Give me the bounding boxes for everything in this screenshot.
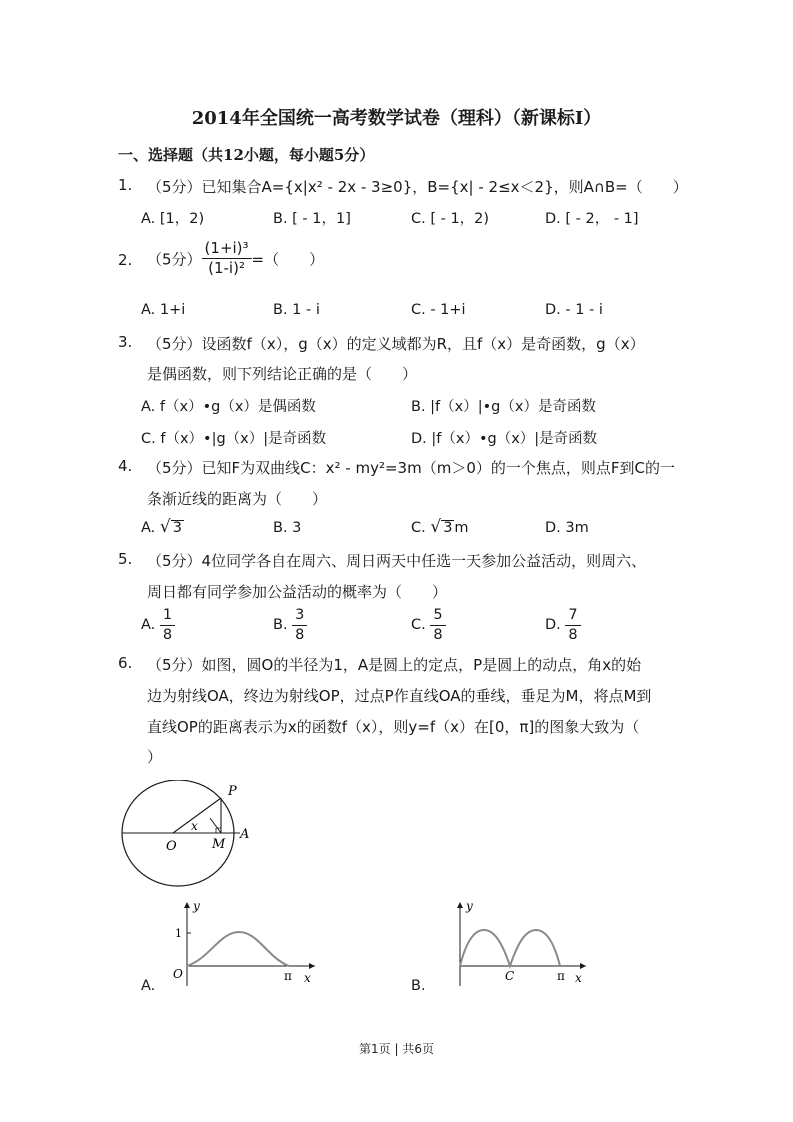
unit-circle-figure <box>118 780 268 892</box>
fraction-numerator: (1+i)³ <box>202 240 252 259</box>
option-c: C. [ - 1，2) <box>411 211 490 227</box>
option-label: A. <box>141 520 156 536</box>
question-number: 1. <box>118 176 133 194</box>
section-heading: 一、选择题（共12小题，每小题5分） <box>118 146 375 164</box>
question-text: =（ ） <box>251 250 325 269</box>
option-label: D. <box>545 617 561 634</box>
option-b: B. 3 <box>273 520 302 536</box>
option-b: B. [ - 1，1] <box>273 211 351 227</box>
question-number: 5. <box>118 550 133 568</box>
x-label: x <box>304 971 311 985</box>
question-text-line: 直线OP的距离表示为x的函数f（x），则y=f（x）在[0，π]的图象大致为（ <box>147 718 640 736</box>
fraction-denominator: 8 <box>162 626 173 643</box>
question-text: 已知F为双曲线C：x² - my²=3m（m＞0）的一个焦点，则点F到C的一 <box>201 459 675 477</box>
option-b <box>273 607 307 643</box>
question-text: 已知集合A={x|x² - 2x - 3≥0}，B={x| - 2≤x＜2}，则A∩B=（ ） <box>201 178 688 196</box>
radicand: 3 <box>443 520 453 536</box>
graph-b-label: B. <box>411 978 426 994</box>
option-d: D. 3m <box>545 520 589 536</box>
option-d: D. [ - 2， - 1] <box>545 211 639 227</box>
option-b: B. 1 - i <box>273 302 320 318</box>
pi-label: π <box>557 969 565 983</box>
page-footer: 第1页 | 共6页 <box>359 1042 434 1056</box>
y-label: y <box>466 899 473 913</box>
option-c: C. f（x）•|g（x）|是奇函数 <box>141 431 327 447</box>
question-text-line: ） <box>147 748 163 766</box>
x-label: x <box>575 971 582 985</box>
question-text: 4位同学各自在周六、周日两天中任选一天参加公益活动，则周六、 <box>201 552 647 570</box>
option-fraction <box>430 607 445 643</box>
fraction-numerator: 3 <box>292 607 307 626</box>
pi-label: π <box>284 969 292 983</box>
question-text-line: 是偶函数，则下列结论正确的是（ ） <box>147 365 418 383</box>
option-d <box>545 607 581 643</box>
graph-option-b <box>438 898 598 990</box>
label-x: x <box>191 819 198 833</box>
question-score: （5分） <box>147 178 202 196</box>
question-score: （5分） <box>147 459 202 477</box>
option-a: A. [1，2) <box>141 211 205 227</box>
tick-label-1: 1 <box>175 927 182 940</box>
question-score: （5分） <box>147 250 202 269</box>
option-c: C. - 1+i <box>411 302 466 318</box>
graph-a-label: A. <box>141 978 156 994</box>
radicand: 3 <box>172 520 182 536</box>
option-c <box>411 517 469 537</box>
option-d: D. - 1 - i <box>545 302 603 318</box>
option-c <box>411 607 446 643</box>
option-a <box>141 607 175 643</box>
question-number: 6. <box>118 654 133 672</box>
label-p: P <box>228 784 237 799</box>
fraction-numerator: 5 <box>430 607 445 626</box>
option-a: A. 1+i <box>141 302 186 318</box>
question-score: （5分） <box>147 335 202 353</box>
option-a: A. f（x）•g（x）是偶函数 <box>141 399 316 415</box>
question-score: （5分） <box>147 552 202 570</box>
question-text-line: 条渐近线的距离为（ ） <box>147 490 328 508</box>
option-d: D. |f（x）•g（x）|是奇函数 <box>411 431 598 447</box>
y-axis-arrow <box>457 902 463 908</box>
question-number: 3. <box>118 333 133 351</box>
radical-sign: √ <box>159 517 171 537</box>
question-number: 2. <box>118 251 133 269</box>
label-m: M <box>212 837 226 852</box>
x-axis-arrow <box>309 963 315 969</box>
option-label: A. <box>141 617 156 634</box>
option-a <box>141 517 184 537</box>
distance-segment <box>210 818 221 833</box>
y-label: y <box>193 899 200 913</box>
option-suffix: m <box>454 520 469 536</box>
option-label: B. <box>273 617 288 634</box>
option-label: C. <box>411 520 426 536</box>
fraction-denominator: 8 <box>295 626 305 643</box>
question-stem <box>147 457 675 478</box>
question-number: 4. <box>118 457 133 475</box>
label-a: A <box>240 827 250 842</box>
radical-sign: √ <box>430 517 442 537</box>
question-text: 如图，圆O的半径为1，A是圆上的定点，P是圆上的动点，角x的始 <box>201 656 642 674</box>
curve-b <box>460 930 560 966</box>
question-stem <box>147 654 641 675</box>
question-text-line: 周日都有同学参加公益活动的概率为（ ） <box>147 583 448 601</box>
fraction-denominator: (1-i)² <box>208 259 245 278</box>
y-axis-arrow <box>184 902 190 908</box>
option-fraction <box>565 607 580 643</box>
complex-fraction <box>202 240 252 278</box>
point-c-label: C <box>505 969 515 983</box>
fraction-denominator: 8 <box>568 626 578 643</box>
question-text: 设函数f（x），g（x）的定义域都为R，且f（x）是奇函数，g（x） <box>201 335 645 353</box>
question-text-line: 边为射线OA，终边为射线OP，过点P作直线OA的垂线，垂足为M，将点M到 <box>147 687 652 705</box>
question-stem <box>147 333 645 354</box>
question-stem <box>147 550 646 571</box>
option-fraction <box>292 607 307 643</box>
option-label: C. <box>411 617 426 634</box>
question-stem <box>147 176 688 197</box>
x-axis-arrow <box>580 963 586 969</box>
fraction-denominator: 8 <box>433 626 443 643</box>
question-score: （5分） <box>147 656 202 674</box>
fraction-numerator: 1 <box>160 607 175 626</box>
option-fraction <box>160 607 175 643</box>
option-b: B. |f（x）|•g（x）是奇函数 <box>411 399 596 415</box>
question-stem <box>147 240 324 278</box>
fraction-numerator: 7 <box>565 607 580 626</box>
page-title: 2014年全国统一高考数学试卷（理科）（新课标Ⅰ） <box>191 108 602 129</box>
curve-a <box>187 932 289 966</box>
origin-label: O <box>173 967 183 981</box>
graph-option-a <box>165 898 325 990</box>
label-o: O <box>166 839 177 854</box>
